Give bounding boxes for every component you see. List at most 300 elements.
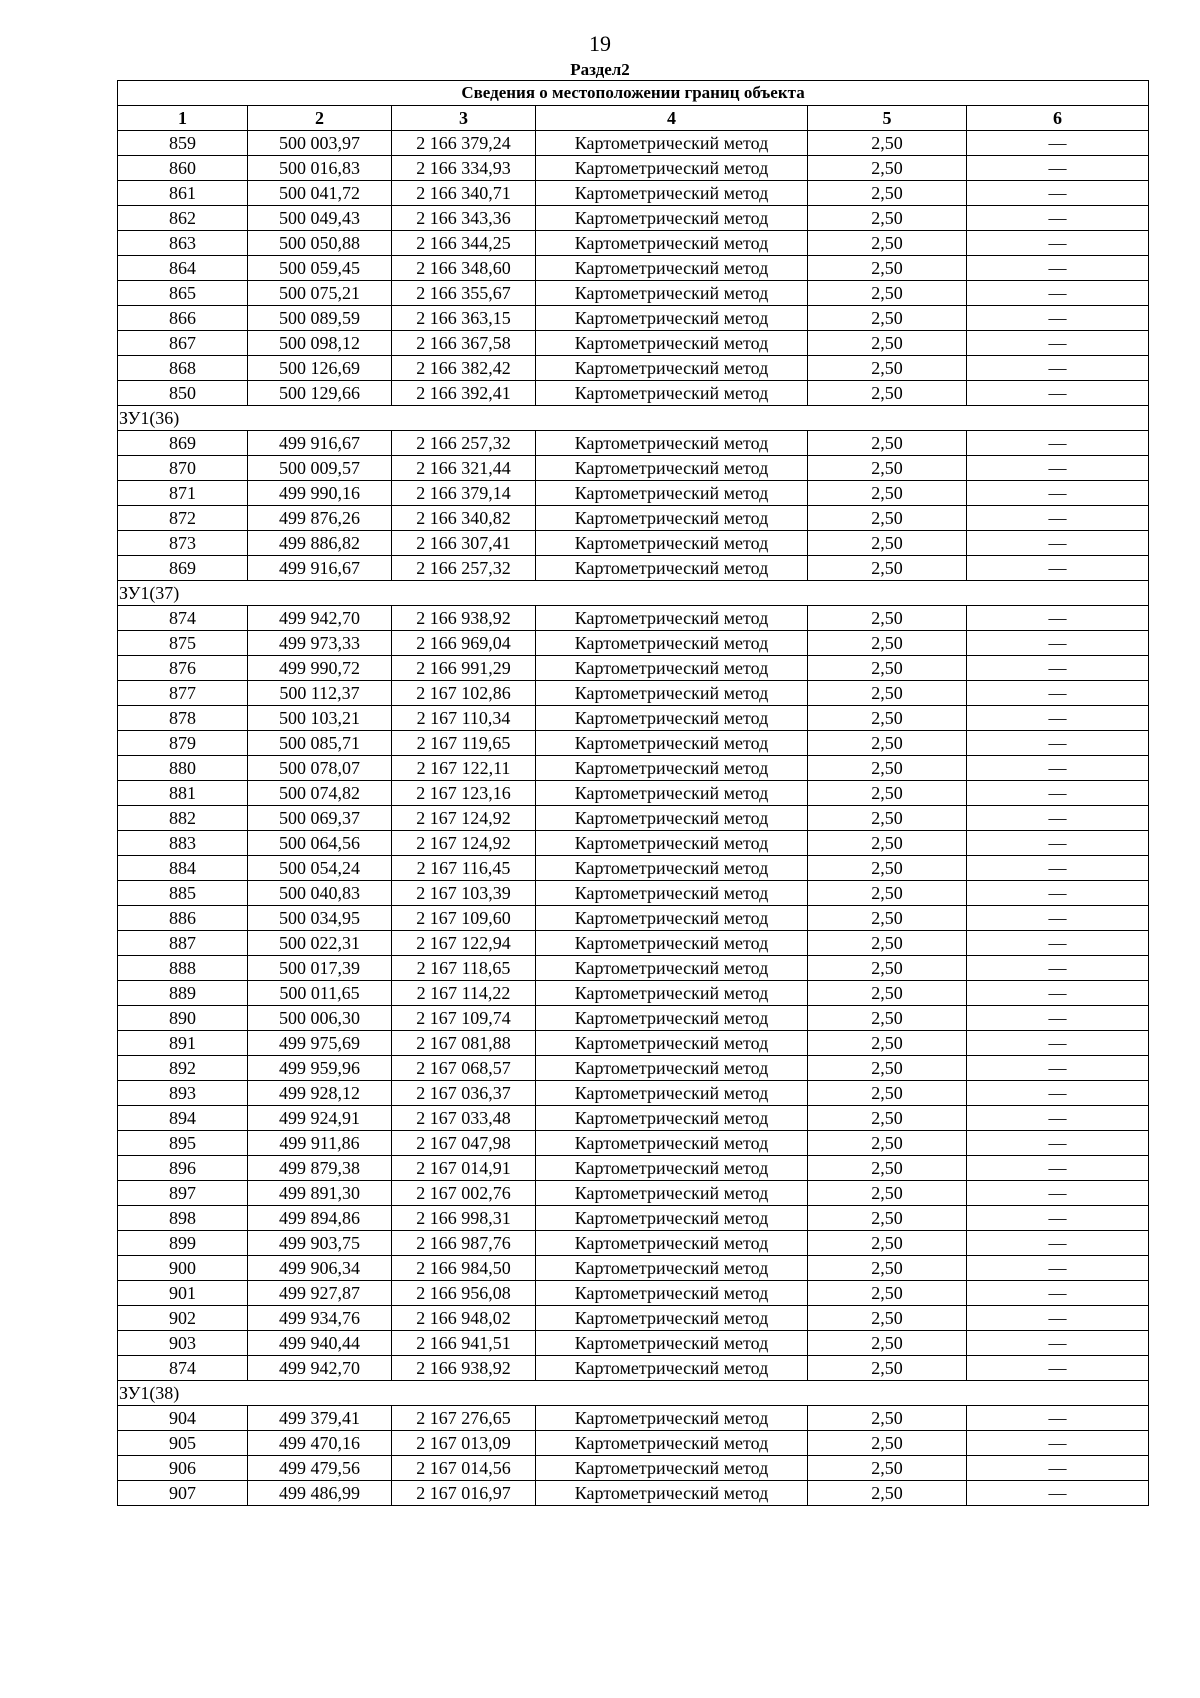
table-row <box>118 706 1149 731</box>
y-coordinate-cell: 2 166 340,71 <box>392 181 536 206</box>
section-title: Раздел2 <box>570 60 630 79</box>
description-cell: — <box>967 1231 1149 1256</box>
accuracy-cell: 2,50 <box>808 1406 967 1431</box>
point-number-cell: 887 <box>118 931 248 956</box>
table-row <box>118 1081 1149 1106</box>
description-cell: — <box>967 856 1149 881</box>
table-row <box>118 556 1149 581</box>
table-row <box>118 606 1149 631</box>
method-cell: Картометрический метод <box>536 206 808 231</box>
table-row <box>118 956 1149 981</box>
accuracy-cell: 2,50 <box>808 1431 967 1456</box>
method-cell: Картометрический метод <box>536 231 808 256</box>
accuracy-cell: 2,50 <box>808 431 967 456</box>
accuracy-cell: 2,50 <box>808 1331 967 1356</box>
accuracy-cell: 2,50 <box>808 1481 967 1506</box>
y-coordinate-cell: 2 166 392,41 <box>392 381 536 406</box>
accuracy-cell: 2,50 <box>808 706 967 731</box>
x-coordinate-cell: 500 089,59 <box>248 306 392 331</box>
description-cell: — <box>967 356 1149 381</box>
method-cell: Картометрический метод <box>536 1481 808 1506</box>
table-row <box>118 631 1149 656</box>
accuracy-cell: 2,50 <box>808 331 967 356</box>
accuracy-cell: 2,50 <box>808 1231 967 1256</box>
x-coordinate-cell: 499 903,75 <box>248 1231 392 1256</box>
table-row <box>118 1281 1149 1306</box>
y-coordinate-cell: 2 166 340,82 <box>392 506 536 531</box>
y-coordinate-cell: 2 166 363,15 <box>392 306 536 331</box>
accuracy-cell: 2,50 <box>808 1256 967 1281</box>
point-number-cell: 868 <box>118 356 248 381</box>
table-row <box>118 1231 1149 1256</box>
description-cell: — <box>967 631 1149 656</box>
method-cell: Картометрический метод <box>536 656 808 681</box>
point-number-cell: 903 <box>118 1331 248 1356</box>
table-row <box>118 1131 1149 1156</box>
y-coordinate-cell: 2 166 984,50 <box>392 1256 536 1281</box>
method-cell: Картометрический метод <box>536 856 808 881</box>
point-number-cell: 883 <box>118 831 248 856</box>
accuracy-cell: 2,50 <box>808 906 967 931</box>
method-cell: Картометрический метод <box>536 1406 808 1431</box>
y-coordinate-cell: 2 166 321,44 <box>392 456 536 481</box>
column-header-row <box>118 106 1149 131</box>
point-number-cell: 893 <box>118 1081 248 1106</box>
table-row <box>118 1431 1149 1456</box>
x-coordinate-cell: 500 074,82 <box>248 781 392 806</box>
table-row <box>118 456 1149 481</box>
group-label: ЗУ1(36) <box>118 406 1149 431</box>
description-cell: — <box>967 1081 1149 1106</box>
accuracy-cell: 2,50 <box>808 806 967 831</box>
accuracy-cell: 2,50 <box>808 506 967 531</box>
description-cell: — <box>967 506 1149 531</box>
y-coordinate-cell: 2 167 122,11 <box>392 756 536 781</box>
accuracy-cell: 2,50 <box>808 181 967 206</box>
accuracy-cell: 2,50 <box>808 1456 967 1481</box>
x-coordinate-cell: 499 894,86 <box>248 1206 392 1231</box>
accuracy-cell: 2,50 <box>808 656 967 681</box>
description-cell: — <box>967 1206 1149 1231</box>
point-number-cell: 879 <box>118 731 248 756</box>
table-body <box>118 81 1149 1506</box>
point-number-cell: 872 <box>118 506 248 531</box>
table-row <box>118 356 1149 381</box>
point-number-cell: 882 <box>118 806 248 831</box>
y-coordinate-cell: 2 167 102,86 <box>392 681 536 706</box>
description-cell: — <box>967 481 1149 506</box>
x-coordinate-cell: 500 050,88 <box>248 231 392 256</box>
y-coordinate-cell: 2 167 123,16 <box>392 781 536 806</box>
method-cell: Картометрический метод <box>536 1181 808 1206</box>
y-coordinate-cell: 2 166 355,67 <box>392 281 536 306</box>
description-cell: — <box>967 1281 1149 1306</box>
accuracy-cell: 2,50 <box>808 681 967 706</box>
accuracy-cell: 2,50 <box>808 1031 967 1056</box>
table-caption: Сведения о местоположении границ объекта <box>118 81 1149 106</box>
table-row <box>118 1406 1149 1431</box>
x-coordinate-cell: 499 891,30 <box>248 1181 392 1206</box>
method-cell: Картометрический метод <box>536 506 808 531</box>
y-coordinate-cell: 2 167 124,92 <box>392 831 536 856</box>
x-coordinate-cell: 499 906,34 <box>248 1256 392 1281</box>
table-row <box>118 156 1149 181</box>
x-coordinate-cell: 500 016,83 <box>248 156 392 181</box>
x-coordinate-cell: 499 942,70 <box>248 606 392 631</box>
method-cell: Картометрический метод <box>536 381 808 406</box>
x-coordinate-cell: 499 876,26 <box>248 506 392 531</box>
method-cell: Картометрический метод <box>536 931 808 956</box>
accuracy-cell: 2,50 <box>808 856 967 881</box>
accuracy-cell: 2,50 <box>808 256 967 281</box>
x-coordinate-cell: 500 054,24 <box>248 856 392 881</box>
accuracy-cell: 2,50 <box>808 556 967 581</box>
method-cell: Картометрический метод <box>536 631 808 656</box>
point-number-cell: 860 <box>118 156 248 181</box>
point-number-cell: 862 <box>118 206 248 231</box>
accuracy-cell: 2,50 <box>808 306 967 331</box>
method-cell: Картометрический метод <box>536 1156 808 1181</box>
description-cell: — <box>967 1106 1149 1131</box>
accuracy-cell: 2,50 <box>808 1156 967 1181</box>
description-cell: — <box>967 1481 1149 1506</box>
x-coordinate-cell: 499 990,72 <box>248 656 392 681</box>
table-row <box>118 1056 1149 1081</box>
table-row <box>118 1481 1149 1506</box>
table-row <box>118 381 1149 406</box>
column-header: 5 <box>808 106 967 131</box>
table-row <box>118 831 1149 856</box>
description-cell: — <box>967 1406 1149 1431</box>
x-coordinate-cell: 500 129,66 <box>248 381 392 406</box>
description-cell: — <box>967 1256 1149 1281</box>
x-coordinate-cell: 499 975,69 <box>248 1031 392 1056</box>
y-coordinate-cell: 2 166 969,04 <box>392 631 536 656</box>
accuracy-cell: 2,50 <box>808 631 967 656</box>
point-number-cell: 890 <box>118 1006 248 1031</box>
accuracy-cell: 2,50 <box>808 1081 967 1106</box>
point-number-cell: 891 <box>118 1031 248 1056</box>
method-cell: Картометрический метод <box>536 456 808 481</box>
description-cell: — <box>967 1456 1149 1481</box>
method-cell: Картометрический метод <box>536 431 808 456</box>
column-header: 2 <box>248 106 392 131</box>
description-cell: — <box>967 1031 1149 1056</box>
table-row <box>118 881 1149 906</box>
description-cell: — <box>967 556 1149 581</box>
description-cell: — <box>967 331 1149 356</box>
x-coordinate-cell: 499 916,67 <box>248 431 392 456</box>
accuracy-cell: 2,50 <box>808 1306 967 1331</box>
x-coordinate-cell: 499 928,12 <box>248 1081 392 1106</box>
method-cell: Картометрический метод <box>536 606 808 631</box>
table-caption-row <box>118 81 1149 106</box>
x-coordinate-cell: 500 006,30 <box>248 1006 392 1031</box>
description-cell: — <box>967 956 1149 981</box>
accuracy-cell: 2,50 <box>808 281 967 306</box>
point-number-cell: 866 <box>118 306 248 331</box>
description-cell: — <box>967 731 1149 756</box>
point-number-cell: 907 <box>118 1481 248 1506</box>
description-cell: — <box>967 831 1149 856</box>
y-coordinate-cell: 2 166 344,25 <box>392 231 536 256</box>
x-coordinate-cell: 500 003,97 <box>248 131 392 156</box>
accuracy-cell: 2,50 <box>808 981 967 1006</box>
method-cell: Картометрический метод <box>536 1331 808 1356</box>
method-cell: Картометрический метод <box>536 181 808 206</box>
y-coordinate-cell: 2 166 348,60 <box>392 256 536 281</box>
y-coordinate-cell: 2 166 257,32 <box>392 556 536 581</box>
y-coordinate-cell: 2 167 276,65 <box>392 1406 536 1431</box>
method-cell: Картометрический метод <box>536 1456 808 1481</box>
point-number-cell: 864 <box>118 256 248 281</box>
column-header: 4 <box>536 106 808 131</box>
table-row <box>118 1456 1149 1481</box>
y-coordinate-cell: 2 167 047,98 <box>392 1131 536 1156</box>
y-coordinate-cell: 2 166 343,36 <box>392 206 536 231</box>
description-cell: — <box>967 381 1149 406</box>
table-row <box>118 481 1149 506</box>
method-cell: Картометрический метод <box>536 731 808 756</box>
table-row <box>118 856 1149 881</box>
boundary-table <box>117 80 1149 1506</box>
table-row <box>118 1206 1149 1231</box>
x-coordinate-cell: 499 911,86 <box>248 1131 392 1156</box>
y-coordinate-cell: 2 166 938,92 <box>392 606 536 631</box>
description-cell: — <box>967 181 1149 206</box>
method-cell: Картометрический метод <box>536 131 808 156</box>
column-header: 1 <box>118 106 248 131</box>
description-cell: — <box>967 256 1149 281</box>
y-coordinate-cell: 2 167 124,92 <box>392 806 536 831</box>
method-cell: Картометрический метод <box>536 356 808 381</box>
method-cell: Картометрический метод <box>536 1206 808 1231</box>
description-cell: — <box>967 1306 1149 1331</box>
point-number-cell: 894 <box>118 1106 248 1131</box>
description-cell: — <box>967 231 1149 256</box>
table-row <box>118 1156 1149 1181</box>
point-number-cell: 905 <box>118 1431 248 1456</box>
x-coordinate-cell: 499 973,33 <box>248 631 392 656</box>
description-cell: — <box>967 1431 1149 1456</box>
y-coordinate-cell: 2 166 307,41 <box>392 531 536 556</box>
description-cell: — <box>967 906 1149 931</box>
method-cell: Картометрический метод <box>536 1281 808 1306</box>
x-coordinate-cell: 499 959,96 <box>248 1056 392 1081</box>
y-coordinate-cell: 2 166 257,32 <box>392 431 536 456</box>
accuracy-cell: 2,50 <box>808 1356 967 1381</box>
column-header: 3 <box>392 106 536 131</box>
description-cell: — <box>967 981 1149 1006</box>
x-coordinate-cell: 499 379,41 <box>248 1406 392 1431</box>
method-cell: Картометрический метод <box>536 756 808 781</box>
method-cell: Картометрический метод <box>536 1306 808 1331</box>
table-row <box>118 1306 1149 1331</box>
description-cell: — <box>967 1156 1149 1181</box>
accuracy-cell: 2,50 <box>808 1131 967 1156</box>
table-row <box>118 806 1149 831</box>
description-cell: — <box>967 206 1149 231</box>
method-cell: Картометрический метод <box>536 1081 808 1106</box>
table-row <box>118 1331 1149 1356</box>
description-cell: — <box>967 781 1149 806</box>
method-cell: Картометрический метод <box>536 981 808 1006</box>
point-number-cell: 870 <box>118 456 248 481</box>
description-cell: — <box>967 431 1149 456</box>
x-coordinate-cell: 500 049,43 <box>248 206 392 231</box>
point-number-cell: 874 <box>118 606 248 631</box>
method-cell: Картометрический метод <box>536 481 808 506</box>
x-coordinate-cell: 499 916,67 <box>248 556 392 581</box>
x-coordinate-cell: 499 940,44 <box>248 1331 392 1356</box>
point-number-cell: 867 <box>118 331 248 356</box>
page-number: 19 <box>589 31 611 56</box>
x-coordinate-cell: 500 041,72 <box>248 181 392 206</box>
method-cell: Картометрический метод <box>536 681 808 706</box>
method-cell: Картометрический метод <box>536 306 808 331</box>
x-coordinate-cell: 500 069,37 <box>248 806 392 831</box>
y-coordinate-cell: 2 167 016,97 <box>392 1481 536 1506</box>
table-row <box>118 206 1149 231</box>
accuracy-cell: 2,50 <box>808 781 967 806</box>
x-coordinate-cell: 500 059,45 <box>248 256 392 281</box>
accuracy-cell: 2,50 <box>808 156 967 181</box>
accuracy-cell: 2,50 <box>808 956 967 981</box>
table-row <box>118 506 1149 531</box>
method-cell: Картометрический метод <box>536 531 808 556</box>
table-row <box>118 906 1149 931</box>
description-cell: — <box>967 281 1149 306</box>
description-cell: — <box>967 1356 1149 1381</box>
x-coordinate-cell: 500 040,83 <box>248 881 392 906</box>
x-coordinate-cell: 499 934,76 <box>248 1306 392 1331</box>
accuracy-cell: 2,50 <box>808 206 967 231</box>
description-cell: — <box>967 131 1149 156</box>
y-coordinate-cell: 2 166 382,42 <box>392 356 536 381</box>
method-cell: Картометрический метод <box>536 556 808 581</box>
method-cell: Картометрический метод <box>536 1131 808 1156</box>
point-number-cell: 850 <box>118 381 248 406</box>
point-number-cell: 901 <box>118 1281 248 1306</box>
table-row <box>118 681 1149 706</box>
x-coordinate-cell: 500 112,37 <box>248 681 392 706</box>
point-number-cell: 895 <box>118 1131 248 1156</box>
accuracy-cell: 2,50 <box>808 1181 967 1206</box>
point-number-cell: 869 <box>118 556 248 581</box>
y-coordinate-cell: 2 167 081,88 <box>392 1031 536 1056</box>
y-coordinate-cell: 2 166 956,08 <box>392 1281 536 1306</box>
table-row <box>118 1006 1149 1031</box>
x-coordinate-cell: 499 879,38 <box>248 1156 392 1181</box>
table-row <box>118 731 1149 756</box>
point-number-cell: 884 <box>118 856 248 881</box>
group-header-row <box>118 1381 1149 1406</box>
table-row <box>118 431 1149 456</box>
method-cell: Картометрический метод <box>536 881 808 906</box>
point-number-cell: 885 <box>118 881 248 906</box>
point-number-cell: 875 <box>118 631 248 656</box>
description-cell: — <box>967 1331 1149 1356</box>
y-coordinate-cell: 2 167 122,94 <box>392 931 536 956</box>
y-coordinate-cell: 2 167 014,56 <box>392 1456 536 1481</box>
group-header-row <box>118 581 1149 606</box>
method-cell: Картометрический метод <box>536 1256 808 1281</box>
x-coordinate-cell: 500 126,69 <box>248 356 392 381</box>
point-number-cell: 899 <box>118 1231 248 1256</box>
description-cell: — <box>967 881 1149 906</box>
y-coordinate-cell: 2 166 998,31 <box>392 1206 536 1231</box>
x-coordinate-cell: 500 009,57 <box>248 456 392 481</box>
group-label: ЗУ1(37) <box>118 581 1149 606</box>
accuracy-cell: 2,50 <box>808 131 967 156</box>
point-number-cell: 859 <box>118 131 248 156</box>
x-coordinate-cell: 500 078,07 <box>248 756 392 781</box>
accuracy-cell: 2,50 <box>808 481 967 506</box>
y-coordinate-cell: 2 167 013,09 <box>392 1431 536 1456</box>
y-coordinate-cell: 2 167 114,22 <box>392 981 536 1006</box>
x-coordinate-cell: 499 486,99 <box>248 1481 392 1506</box>
x-coordinate-cell: 499 990,16 <box>248 481 392 506</box>
table-row <box>118 1256 1149 1281</box>
y-coordinate-cell: 2 167 068,57 <box>392 1056 536 1081</box>
y-coordinate-cell: 2 167 118,65 <box>392 956 536 981</box>
y-coordinate-cell: 2 167 109,74 <box>392 1006 536 1031</box>
y-coordinate-cell: 2 166 379,14 <box>392 481 536 506</box>
method-cell: Картометрический метод <box>536 256 808 281</box>
point-number-cell: 892 <box>118 1056 248 1081</box>
y-coordinate-cell: 2 166 379,24 <box>392 131 536 156</box>
point-number-cell: 863 <box>118 231 248 256</box>
table-row <box>118 306 1149 331</box>
table-row <box>118 281 1149 306</box>
description-cell: — <box>967 681 1149 706</box>
method-cell: Картометрический метод <box>536 956 808 981</box>
accuracy-cell: 2,50 <box>808 531 967 556</box>
accuracy-cell: 2,50 <box>808 1006 967 1031</box>
table-row <box>118 931 1149 956</box>
point-number-cell: 881 <box>118 781 248 806</box>
method-cell: Картометрический метод <box>536 1231 808 1256</box>
x-coordinate-cell: 500 075,21 <box>248 281 392 306</box>
accuracy-cell: 2,50 <box>808 456 967 481</box>
method-cell: Картометрический метод <box>536 781 808 806</box>
point-number-cell: 889 <box>118 981 248 1006</box>
method-cell: Картометрический метод <box>536 1106 808 1131</box>
point-number-cell: 874 <box>118 1356 248 1381</box>
point-number-cell: 897 <box>118 1181 248 1206</box>
table-row <box>118 131 1149 156</box>
table-row <box>118 781 1149 806</box>
y-coordinate-cell: 2 166 941,51 <box>392 1331 536 1356</box>
method-cell: Картометрический метод <box>536 1356 808 1381</box>
table-row <box>118 331 1149 356</box>
x-coordinate-cell: 500 022,31 <box>248 931 392 956</box>
x-coordinate-cell: 499 470,16 <box>248 1431 392 1456</box>
table-row <box>118 656 1149 681</box>
method-cell: Картометрический метод <box>536 806 808 831</box>
table-row <box>118 1181 1149 1206</box>
y-coordinate-cell: 2 166 367,58 <box>392 331 536 356</box>
y-coordinate-cell: 2 166 948,02 <box>392 1306 536 1331</box>
point-number-cell: 900 <box>118 1256 248 1281</box>
table-row <box>118 256 1149 281</box>
y-coordinate-cell: 2 166 938,92 <box>392 1356 536 1381</box>
accuracy-cell: 2,50 <box>808 881 967 906</box>
point-number-cell: 880 <box>118 756 248 781</box>
x-coordinate-cell: 499 479,56 <box>248 1456 392 1481</box>
description-cell: — <box>967 806 1149 831</box>
point-number-cell: 904 <box>118 1406 248 1431</box>
